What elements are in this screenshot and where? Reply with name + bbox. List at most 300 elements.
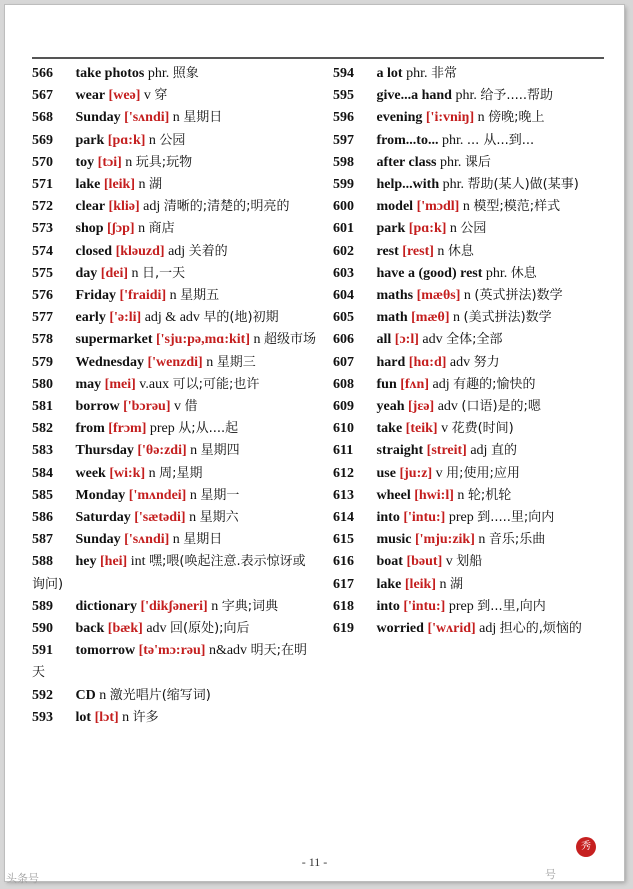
entry-word: toy <box>75 154 95 170</box>
entry-number: 570 <box>32 154 53 170</box>
entry-part-of-speech: v <box>441 421 449 437</box>
entry-word: day <box>75 265 98 281</box>
entry-meaning: 星期日 <box>183 532 223 548</box>
entry-meaning: 轮;机轮 <box>467 487 512 503</box>
entry-part-of-speech: phr. <box>442 177 465 193</box>
entry-meaning: 划船 <box>456 554 483 570</box>
entry-meaning: 星期日 <box>183 110 223 126</box>
entry-part-of-speech: n <box>478 532 486 548</box>
entry-part-of-speech: n <box>172 532 180 548</box>
entry-meaning: 玩具;玩物 <box>135 154 193 170</box>
entry-number: 615 <box>333 532 354 548</box>
entry-phonetic: [leik] <box>404 576 436 592</box>
entry-number: 585 <box>32 487 53 503</box>
entry-part-of-speech: n <box>439 576 447 592</box>
vocab-entry <box>333 174 606 196</box>
vocabulary-page <box>5 5 624 881</box>
entry-meaning: 湖 <box>149 177 163 193</box>
entry-number: 576 <box>32 288 53 304</box>
seal-stamp: 秀 <box>576 837 596 857</box>
entry-phonetic: ['intu:] <box>403 598 446 614</box>
entry-phonetic: [ju:z] <box>399 465 433 481</box>
entry-meaning: 超级市场 <box>263 332 316 348</box>
entry-phonetic: [hɑ:d] <box>408 354 447 370</box>
entry-meaning: 可以;可能;也许 <box>172 376 260 392</box>
entry-number: 605 <box>333 310 354 326</box>
entry-meaning: 休息 <box>510 265 537 281</box>
entry-word: Sunday <box>75 110 121 126</box>
entry-phonetic: ['bɔrəu] <box>123 399 171 415</box>
entry-meaning: 许多 <box>132 709 159 725</box>
entry-phonetic: ['θə:zdi] <box>137 443 187 459</box>
entry-part-of-speech: prep <box>448 510 474 526</box>
entry-phonetic: [pɑ:k] <box>107 132 146 148</box>
entry-phonetic: [mæθ] <box>411 310 450 326</box>
entry-part-of-speech: n <box>206 354 214 370</box>
entry-meaning: 花费(时间) <box>451 421 514 437</box>
vocab-entry <box>333 618 606 640</box>
entry-meaning: (口语)是的;嗯 <box>461 399 541 415</box>
entry-phonetic: ['sætədi] <box>134 510 186 526</box>
entry-number: 580 <box>32 376 53 392</box>
entry-phonetic: [tɔi] <box>97 154 122 170</box>
entry-part-of-speech: n <box>138 221 146 237</box>
entry-part-of-speech: adj <box>143 199 161 215</box>
entry-meaning: 关着的 <box>188 243 228 259</box>
entry-meaning: 明天;在明天 <box>32 643 307 681</box>
entry-phonetic: ['wʌrid] <box>427 621 476 637</box>
entry-phonetic: [leik] <box>103 177 135 193</box>
entry-phonetic: [mei] <box>104 376 136 392</box>
entry-word: from...to... <box>376 132 439 148</box>
entry-meaning: 商店 <box>148 221 175 237</box>
vocab-entry <box>333 551 606 573</box>
vocab-entry <box>333 352 606 374</box>
entry-phonetic: ['intu:] <box>403 510 446 526</box>
entry-number: 594 <box>333 66 354 81</box>
page-number: - 11 - <box>301 855 328 869</box>
entry-word: Saturday <box>75 510 131 526</box>
entry-word: park <box>75 132 105 148</box>
vocab-entry <box>333 307 606 329</box>
entry-meaning: 湖 <box>450 576 464 592</box>
entry-meaning: 穿 <box>154 88 168 104</box>
entry-word: wear <box>75 88 106 104</box>
entry-part-of-speech: v <box>143 88 151 104</box>
entry-number: 593 <box>32 709 53 725</box>
entry-meaning: 到...里,向内 <box>477 598 546 614</box>
entry-number: 573 <box>32 221 53 237</box>
entry-part-of-speech: n <box>148 132 156 148</box>
vocab-entry <box>32 329 317 351</box>
entry-number: 619 <box>333 621 354 637</box>
entry-meaning: 非常 <box>430 66 457 81</box>
entry-phonetic: ['dikʃəneri] <box>140 598 208 614</box>
entry-number: 584 <box>32 465 53 481</box>
entry-part-of-speech: n <box>172 110 180 126</box>
entry-number: 609 <box>333 399 354 415</box>
vocab-entry <box>32 507 317 529</box>
entry-word: into <box>376 510 400 526</box>
entry-word: after class <box>376 154 437 170</box>
vocab-entry <box>32 463 317 485</box>
entry-part-of-speech: phr. <box>440 154 462 170</box>
entry-meaning: 到.....里;向内 <box>477 510 555 526</box>
entry-number: 583 <box>32 443 53 459</box>
entry-number: 572 <box>32 199 53 215</box>
vocab-entry <box>333 85 606 107</box>
vocab-entry <box>333 130 606 152</box>
vocab-entry <box>333 152 606 174</box>
entry-phonetic: [teik] <box>405 421 438 437</box>
entry-word: help...with <box>376 177 440 193</box>
entry-phonetic: [mæθs] <box>416 288 461 304</box>
entry-number: 606 <box>333 332 354 348</box>
entry-word: hard <box>376 354 406 370</box>
entry-word: evening <box>376 110 423 126</box>
entry-number: 603 <box>333 265 354 281</box>
entry-word: CD <box>75 687 96 703</box>
entry-word: take <box>376 421 403 437</box>
entry-number: 569 <box>32 132 53 148</box>
entry-word: math <box>376 310 408 326</box>
vocab-entry <box>333 418 606 440</box>
entry-part-of-speech: n <box>449 221 457 237</box>
entry-word: Sunday <box>75 532 121 548</box>
entry-word: Monday <box>75 487 126 503</box>
entry-word: have a (good) rest <box>376 265 483 281</box>
entry-number: 578 <box>32 332 53 348</box>
vocab-entry <box>32 529 317 551</box>
vocab-entry <box>32 485 317 507</box>
vocab-entry <box>32 685 317 707</box>
entry-word: wheel <box>376 487 411 503</box>
vocab-entry <box>32 596 317 618</box>
entry-word: all <box>376 332 392 348</box>
entry-meaning: 星期五 <box>180 288 220 304</box>
entry-phonetic: [wi:k] <box>109 465 146 481</box>
entry-meaning: 回(原处);向后 <box>170 621 250 637</box>
entry-meaning: 模型;模范;样式 <box>473 199 561 215</box>
entry-part-of-speech: phr. <box>406 66 428 81</box>
entry-phonetic: [tə'mɔ:rəu] <box>138 643 206 659</box>
vocab-entry <box>32 374 317 396</box>
entry-meaning: 借 <box>184 399 198 415</box>
vocab-entry <box>333 507 606 529</box>
vocab-entry <box>32 85 317 107</box>
entry-meaning: (英式拼法)数学 <box>474 288 563 304</box>
entry-part-of-speech: n <box>122 709 130 725</box>
vocab-entry <box>32 418 317 440</box>
entry-meaning: 直的 <box>490 443 517 459</box>
entry-part-of-speech: n <box>189 510 197 526</box>
vocab-entry <box>32 218 317 240</box>
entry-part-of-speech: n <box>190 443 198 459</box>
entry-part-of-speech: n <box>463 288 471 304</box>
entry-number: 601 <box>333 221 354 237</box>
entry-word: dictionary <box>75 598 137 614</box>
entry-meaning: 公园 <box>159 132 186 148</box>
entry-word: fun <box>376 376 397 392</box>
left-column <box>32 63 317 729</box>
vocab-entry <box>32 440 317 462</box>
entry-number: 599 <box>333 177 354 193</box>
entry-part-of-speech: adj & adv <box>144 310 200 326</box>
entry-part-of-speech: n <box>457 487 465 503</box>
entry-word: tomorrow <box>75 643 136 659</box>
entry-number: 592 <box>32 687 53 703</box>
entry-meaning: 激光唱片(缩写词) <box>109 687 211 703</box>
entry-number: 597 <box>333 132 354 148</box>
entry-part-of-speech: v <box>174 399 182 415</box>
entry-number: 607 <box>333 354 354 370</box>
entry-number: 602 <box>333 243 354 259</box>
entry-word: worried <box>376 621 424 637</box>
entry-meaning: 音乐;乐曲 <box>488 532 546 548</box>
entry-phonetic: [bæk] <box>107 621 143 637</box>
vocab-entry <box>32 107 317 129</box>
entry-phonetic: [jɛə] <box>408 399 435 415</box>
entry-phonetic: [ɔ:l] <box>394 332 419 348</box>
entry-phonetic: [pɑ:k] <box>408 221 447 237</box>
entry-word: boat <box>376 554 403 570</box>
entry-part-of-speech: n <box>437 243 445 259</box>
entry-meaning: 从;从....起 <box>178 421 239 437</box>
entry-number: 582 <box>32 421 53 437</box>
entry-word: model <box>376 199 414 215</box>
entry-meaning: 傍晚;晚上 <box>488 110 545 126</box>
entry-phonetic: [bəut] <box>406 554 443 570</box>
entry-meaning: 帮助(某人)做(某事) <box>467 177 579 193</box>
entry-number: 568 <box>32 110 53 126</box>
entry-meaning: 周;星期 <box>159 465 203 481</box>
entry-part-of-speech: n <box>125 154 133 170</box>
entry-number: 589 <box>32 598 53 614</box>
entry-word: a lot <box>376 66 403 81</box>
entry-meaning: 有趣的;愉快的 <box>453 376 536 392</box>
entry-part-of-speech: n <box>99 687 107 703</box>
vocab-entry <box>32 241 317 263</box>
entry-word: Friday <box>75 288 116 304</box>
entry-meaning: 嘿;喂(唤起注意.表示惊讶或询问) <box>32 554 306 592</box>
entry-word: back <box>75 621 105 637</box>
vocab-entry <box>333 63 606 85</box>
entry-number: 591 <box>32 643 53 659</box>
right-column <box>333 63 606 640</box>
entry-word: into <box>376 598 400 614</box>
entry-meaning: ... 从...到... <box>466 132 535 148</box>
watermark-left: 头条号 <box>6 872 39 885</box>
entry-word: Thursday <box>75 443 134 459</box>
entry-meaning: 公园 <box>460 221 487 237</box>
watermark-right: 号 <box>545 868 556 881</box>
entry-part-of-speech: adv <box>437 399 458 415</box>
entry-number: 571 <box>32 177 53 193</box>
entry-number: 614 <box>333 510 354 526</box>
entry-word: give...a hand <box>376 88 452 104</box>
entry-phonetic: [rest] <box>402 243 434 259</box>
entry-number: 588 <box>32 554 53 570</box>
entry-phonetic: [hwi:l] <box>414 487 454 503</box>
entry-number: 610 <box>333 421 354 437</box>
entry-part-of-speech: v.aux <box>139 376 170 392</box>
entry-part-of-speech: n <box>211 598 219 614</box>
vocab-entry <box>333 107 606 129</box>
entry-phonetic: [hei] <box>100 554 128 570</box>
entry-number: 590 <box>32 621 53 637</box>
entry-phonetic: ['mɔdl] <box>416 199 460 215</box>
vocab-entry <box>32 307 317 329</box>
entry-phonetic: ['ə:li] <box>109 310 142 326</box>
entry-part-of-speech: v <box>435 465 443 481</box>
entry-meaning: 星期六 <box>199 510 239 526</box>
entry-part-of-speech: n <box>138 177 146 193</box>
entry-word: week <box>75 465 106 481</box>
entry-phonetic: [frɔm] <box>108 421 147 437</box>
vocab-entry <box>333 218 606 240</box>
entry-meaning: 用;使用;应用 <box>446 465 520 481</box>
entry-number: 608 <box>333 376 354 392</box>
entry-word: lake <box>376 576 402 592</box>
entry-part-of-speech: n <box>477 110 485 126</box>
entry-word: Wednesday <box>75 354 144 370</box>
entry-part-of-speech: n <box>462 199 470 215</box>
entry-phonetic: [dei] <box>100 265 129 281</box>
entry-meaning: 字典;词典 <box>221 598 279 614</box>
entry-meaning: (美式拼法)数学 <box>463 310 552 326</box>
entry-meaning: 星期四 <box>200 443 240 459</box>
entry-part-of-speech: adv <box>422 332 443 348</box>
entry-part-of-speech: n <box>169 288 177 304</box>
entry-part-of-speech: phr. <box>455 88 477 104</box>
vocab-entry <box>333 263 606 285</box>
entry-part-of-speech: adv <box>449 354 471 370</box>
vocab-entry <box>333 196 606 218</box>
vocab-entry <box>32 263 317 285</box>
entry-meaning: 星期三 <box>216 354 256 370</box>
entry-meaning: 努力 <box>473 354 500 370</box>
entry-number: 611 <box>333 443 354 459</box>
entry-meaning: 担心的,烦恼的 <box>499 621 582 637</box>
entry-part-of-speech: n <box>189 487 197 503</box>
entry-meaning: 日,一天 <box>142 265 186 281</box>
vocab-entry <box>333 529 606 551</box>
entry-phonetic: [lɔt] <box>94 709 119 725</box>
entry-part-of-speech: prep <box>149 421 175 437</box>
entry-word: closed <box>75 243 113 259</box>
entry-part-of-speech: adv <box>146 621 167 637</box>
entry-part-of-speech: n <box>253 332 261 348</box>
entry-word: take photos <box>75 66 145 81</box>
entry-number: 581 <box>32 399 53 415</box>
vocab-entry <box>32 174 317 196</box>
entry-word: hey <box>75 554 97 570</box>
entry-part-of-speech: adj <box>470 443 488 459</box>
entry-number: 595 <box>333 88 354 104</box>
entry-phonetic: ['mju:zik] <box>415 532 475 548</box>
vocab-entry <box>333 374 606 396</box>
entry-number: 586 <box>32 510 53 526</box>
entry-word: may <box>75 376 102 392</box>
vocab-entry <box>32 551 317 595</box>
vocab-entry <box>32 640 317 684</box>
vocab-entry <box>333 329 606 351</box>
vocab-entry <box>333 440 606 462</box>
entry-part-of-speech: v <box>445 554 453 570</box>
entry-phonetic: [kliə] <box>108 199 140 215</box>
entry-word: use <box>376 465 396 481</box>
entry-word: from <box>75 421 105 437</box>
entry-part-of-speech: phr. <box>147 66 170 81</box>
vocab-entry <box>32 396 317 418</box>
entry-number: 575 <box>32 265 53 281</box>
entry-word: maths <box>376 288 414 304</box>
entry-number: 613 <box>333 487 354 503</box>
vocab-entry <box>32 618 317 640</box>
entry-phonetic: [fʌn] <box>400 376 430 392</box>
entry-part-of-speech: phr. <box>441 132 464 148</box>
entry-word: lake <box>75 177 101 193</box>
entry-number: 617 <box>333 576 354 592</box>
entry-word: supermarket <box>75 332 153 348</box>
entry-word: shop <box>75 221 104 237</box>
entry-number: 567 <box>32 88 53 104</box>
entry-word: borrow <box>75 399 120 415</box>
entry-meaning: 早的(地)初期 <box>203 310 279 326</box>
vocab-entry <box>32 152 317 174</box>
entry-number: 577 <box>32 310 53 326</box>
entry-phonetic: ['fraidi] <box>119 288 167 304</box>
entry-number: 600 <box>333 199 354 215</box>
entry-meaning: 清晰的;清楚的;明亮的 <box>163 199 290 215</box>
vocab-entry <box>333 396 606 418</box>
vocab-entry <box>32 130 317 152</box>
entry-word: early <box>75 310 106 326</box>
entry-number: 598 <box>333 154 354 170</box>
entry-number: 616 <box>333 554 354 570</box>
vocab-entry <box>333 241 606 263</box>
entry-number: 604 <box>333 288 354 304</box>
entry-number: 618 <box>333 598 354 614</box>
entry-phonetic: [kləuzd] <box>115 243 165 259</box>
entry-word: clear <box>75 199 106 215</box>
entry-part-of-speech: adj <box>479 621 497 637</box>
entry-number: 596 <box>333 110 354 126</box>
entry-part-of-speech: n <box>131 265 139 281</box>
vocab-entry <box>333 485 606 507</box>
entry-word: music <box>376 532 412 548</box>
vocab-entry <box>32 285 317 307</box>
entry-number: 579 <box>32 354 53 370</box>
entry-phonetic: ['sʌndi] <box>124 110 170 126</box>
entry-part-of-speech: n&adv <box>208 643 248 659</box>
entry-phonetic: ['sʌndi] <box>124 532 170 548</box>
entry-phonetic: [weə] <box>108 88 141 104</box>
entry-part-of-speech: prep <box>448 598 474 614</box>
entry-meaning: 休息 <box>447 243 474 259</box>
entry-number: 587 <box>32 532 53 548</box>
vocab-entry <box>32 707 317 729</box>
entry-number: 574 <box>32 243 53 259</box>
entry-meaning: 星期一 <box>200 487 240 503</box>
entry-phonetic: [streit] <box>426 443 467 459</box>
vocab-entry <box>333 574 606 596</box>
entry-number: 566 <box>32 66 53 81</box>
entry-word: rest <box>376 243 399 259</box>
entry-meaning: 全体;全部 <box>446 332 503 348</box>
entry-part-of-speech: int <box>130 554 146 570</box>
entry-word: yeah <box>376 399 405 415</box>
